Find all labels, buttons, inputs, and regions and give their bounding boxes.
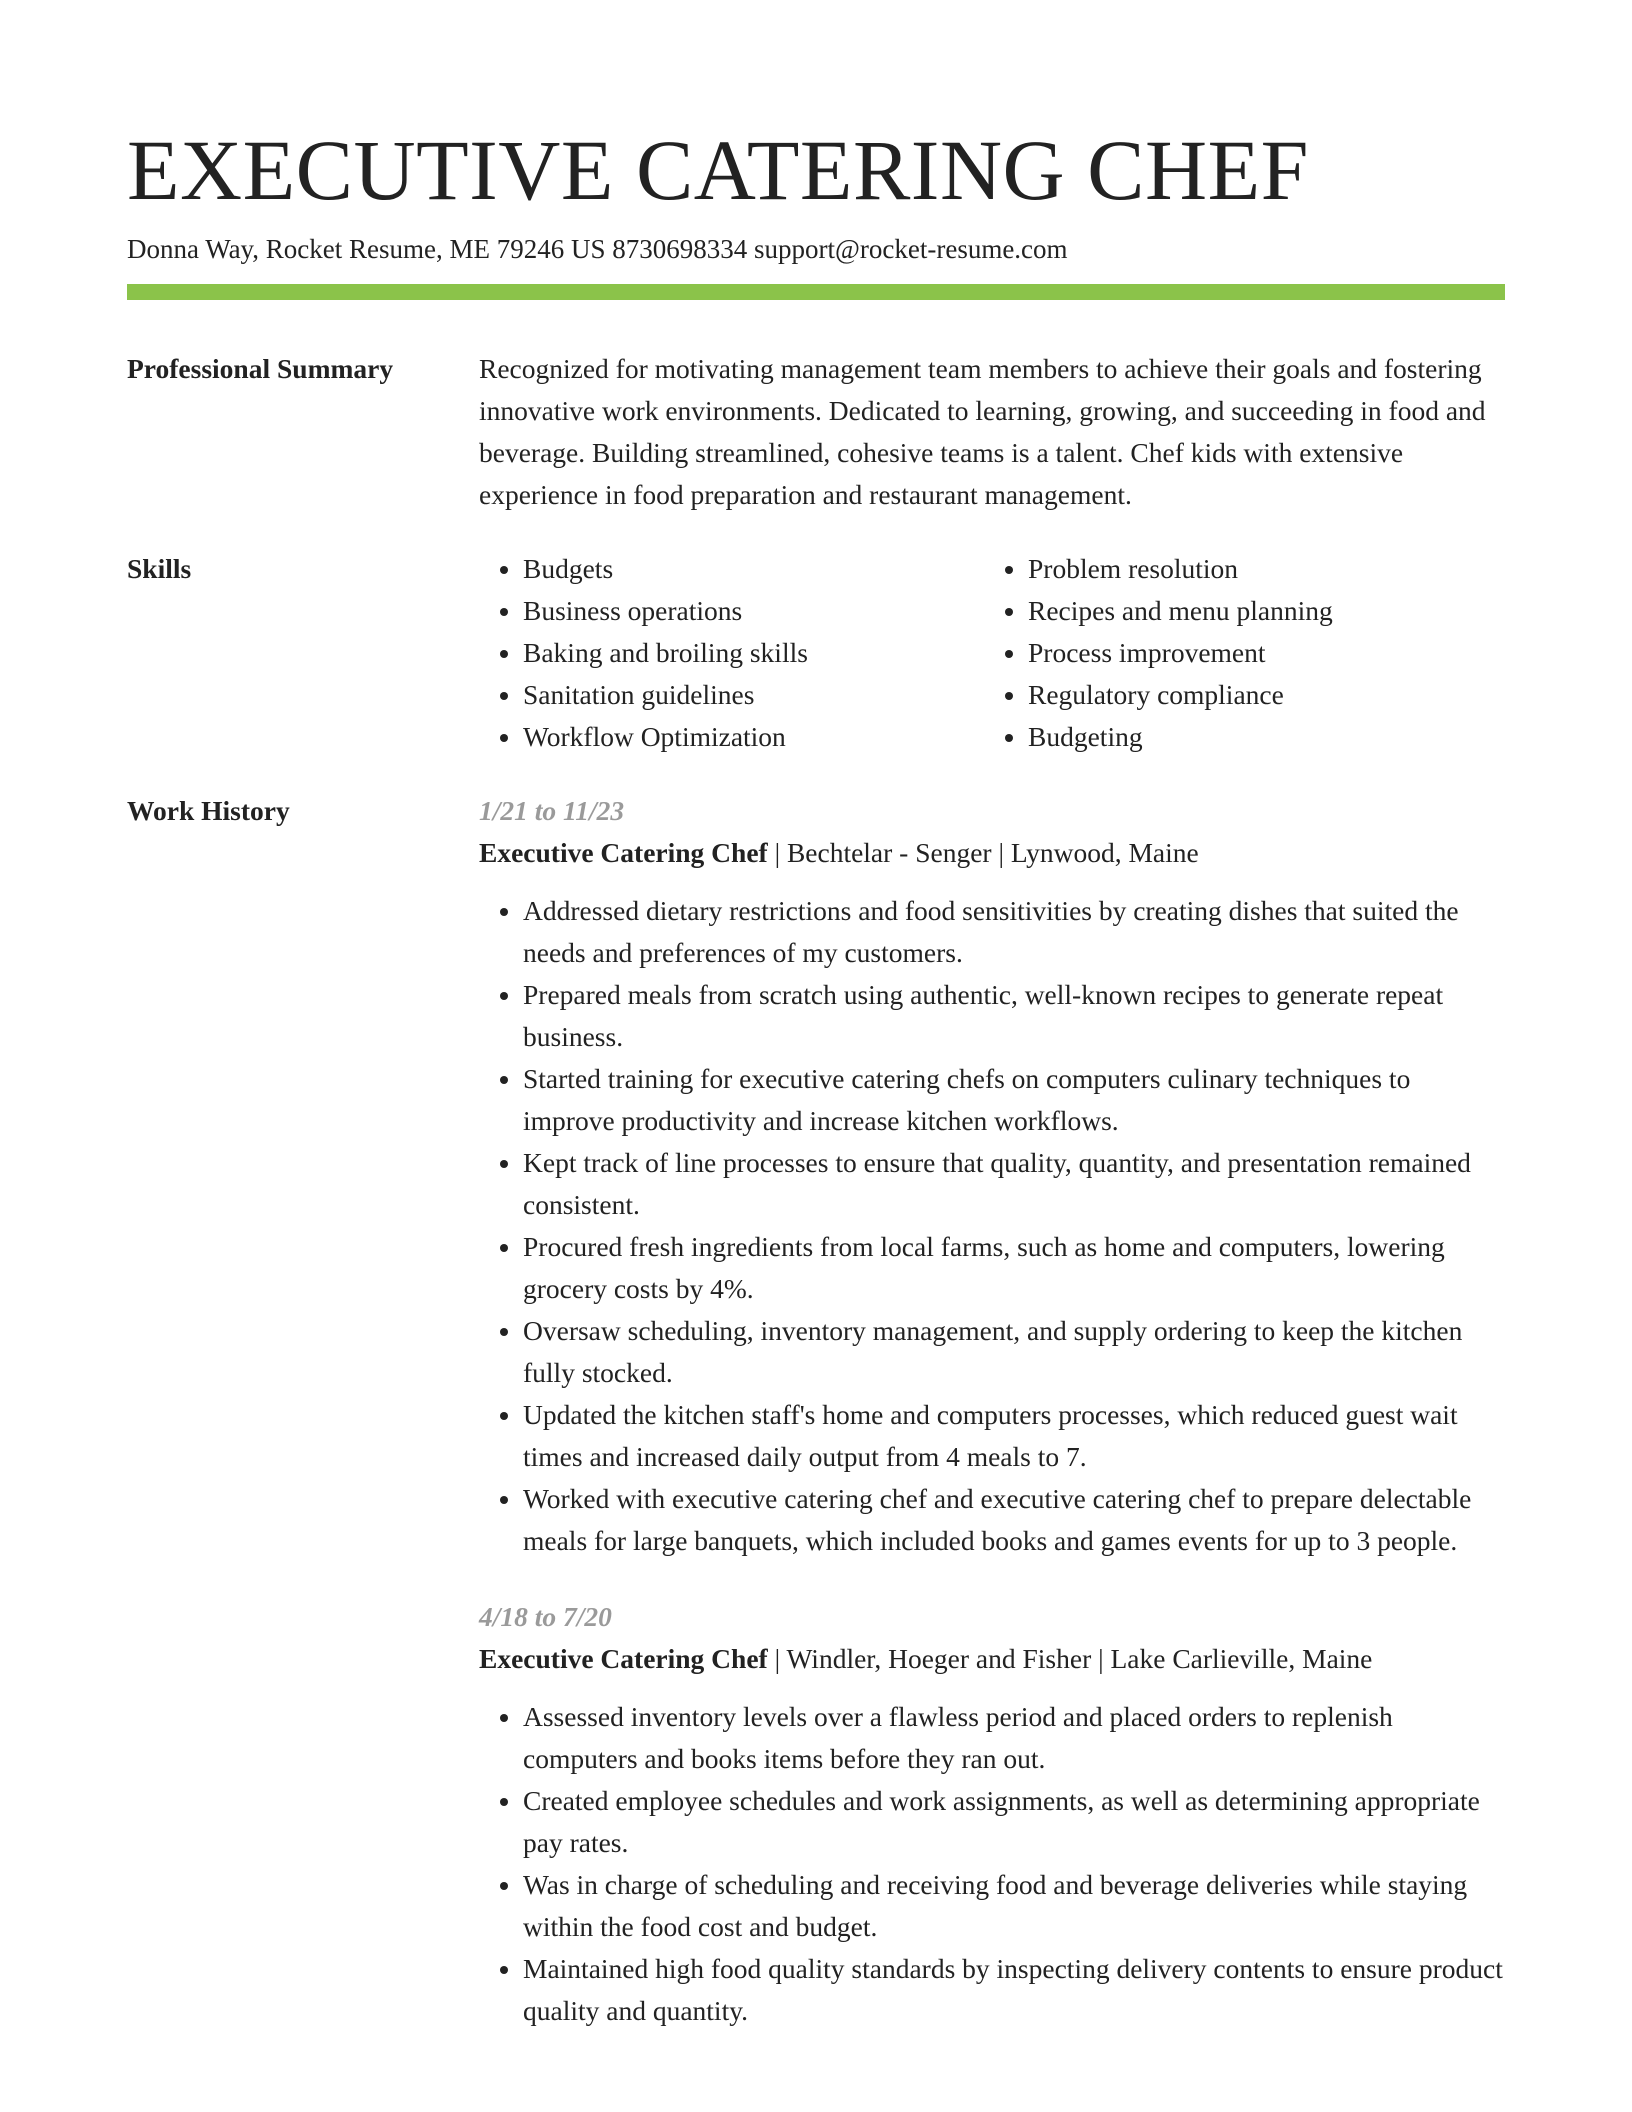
job-heading [479, 1638, 1505, 1680]
job-bullet: • Started training for executive catering chefs on computers culinary techniques to improve productivity and increase kitchen workflows. [523, 1058, 1505, 1142]
skills-columns [479, 548, 1505, 758]
contact-line: Donna Way, Rocket Resume, ME 79246 US 8730698334 support@rocket-resume.com [127, 234, 1068, 264]
summary-text: Recognized for motivating management team members to achieve their goals and fostering innovative work environments. Dedicated to learning, growing, and succeeding in food and beverage. Building streamlined, cohesive teams is a talent. Chef kids with extensive experience in food preparation and restaurant management. [479, 353, 1486, 510]
job-bullet: • Addressed dietary restrictions and food sensitivities by creating dishes that suited the needs and preferences of my customers. [523, 890, 1505, 974]
professional-summary-section [127, 348, 1505, 516]
job-entry [479, 1596, 1505, 2032]
skills-list-right [984, 548, 1489, 758]
resume-page [127, 120, 1505, 2032]
skill-item: • Regulatory compliance [1028, 674, 1489, 716]
work-history-section [127, 790, 1505, 2032]
job-bullet: • Kept track of line processes to ensure that quality, quantity, and presentation remained consistent. [523, 1142, 1505, 1226]
job-bullet: • Prepared meals from scratch using authentic, well-known recipes to generate repeat business. [523, 974, 1505, 1058]
section-label-skills: Skills [127, 553, 192, 584]
job-dates: 4/18 to 7/20 [479, 1601, 612, 1632]
skills-section [127, 548, 1505, 758]
job-bullet: • Assessed inventory levels over a flawless period and placed orders to replenish computers and books items before they ran out. [523, 1696, 1505, 1780]
accent-divider [127, 284, 1505, 300]
skill-item: • Business operations [523, 590, 984, 632]
job-dates: 1/21 to 11/23 [479, 795, 625, 826]
job-bullet: • Oversaw scheduling, inventory management, and supply ordering to keep the kitchen fully stocked. [523, 1310, 1505, 1394]
job-bullet: • Updated the kitchen staff's home and computers processes, which reduced guest wait times and increased daily output from 4 meals to 7. [523, 1394, 1505, 1478]
job-bullet: • Maintained high food quality standards by inspecting delivery contents to ensure product quality and quantity. [523, 1948, 1505, 2032]
job-title: Executive Catering Chef [479, 837, 768, 868]
job-bullet: • Created employee schedules and work assignments, as well as determining appropriate pay rates. [523, 1780, 1505, 1864]
section-label-work-history: Work History [127, 795, 290, 826]
skill-item: • Recipes and menu planning [1028, 590, 1489, 632]
skill-item: • Sanitation guidelines [523, 674, 984, 716]
skill-item: • Workflow Optimization [523, 716, 984, 758]
section-label-summary: Professional Summary [127, 353, 394, 384]
job-employer-location: | Windler, Hoeger and Fisher | Lake Carlieville, Maine [767, 1643, 1373, 1674]
resume-title: EXECUTIVE CATERING CHEF [127, 122, 1309, 218]
skills-list-left [479, 548, 984, 758]
skill-item: • Budgeting [1028, 716, 1489, 758]
work-history-body [479, 790, 1505, 2032]
skill-item: • Process improvement [1028, 632, 1489, 674]
job-employer-location: | Bechtelar - Senger | Lynwood, Maine [767, 837, 1199, 868]
skill-item: • Baking and broiling skills [523, 632, 984, 674]
job-bullet-list [479, 890, 1505, 1562]
job-entry [479, 790, 1505, 1562]
skill-item: • Budgets [523, 548, 984, 590]
job-bullet: • Worked with executive catering chef and executive catering chef to prepare delectable meals for large banquets, which included books and games events for up to 3 people. [523, 1478, 1505, 1562]
job-bullet: • Procured fresh ingredients from local farms, such as home and computers, lowering grocery costs by 4%. [523, 1226, 1505, 1310]
job-heading [479, 832, 1505, 874]
skill-item: • Problem resolution [1028, 548, 1489, 590]
job-bullet-list [479, 1696, 1505, 2032]
job-title: Executive Catering Chef [479, 1643, 768, 1674]
job-bullet: • Was in charge of scheduling and receiving food and beverage deliveries while staying within the food cost and budget. [523, 1864, 1505, 1948]
